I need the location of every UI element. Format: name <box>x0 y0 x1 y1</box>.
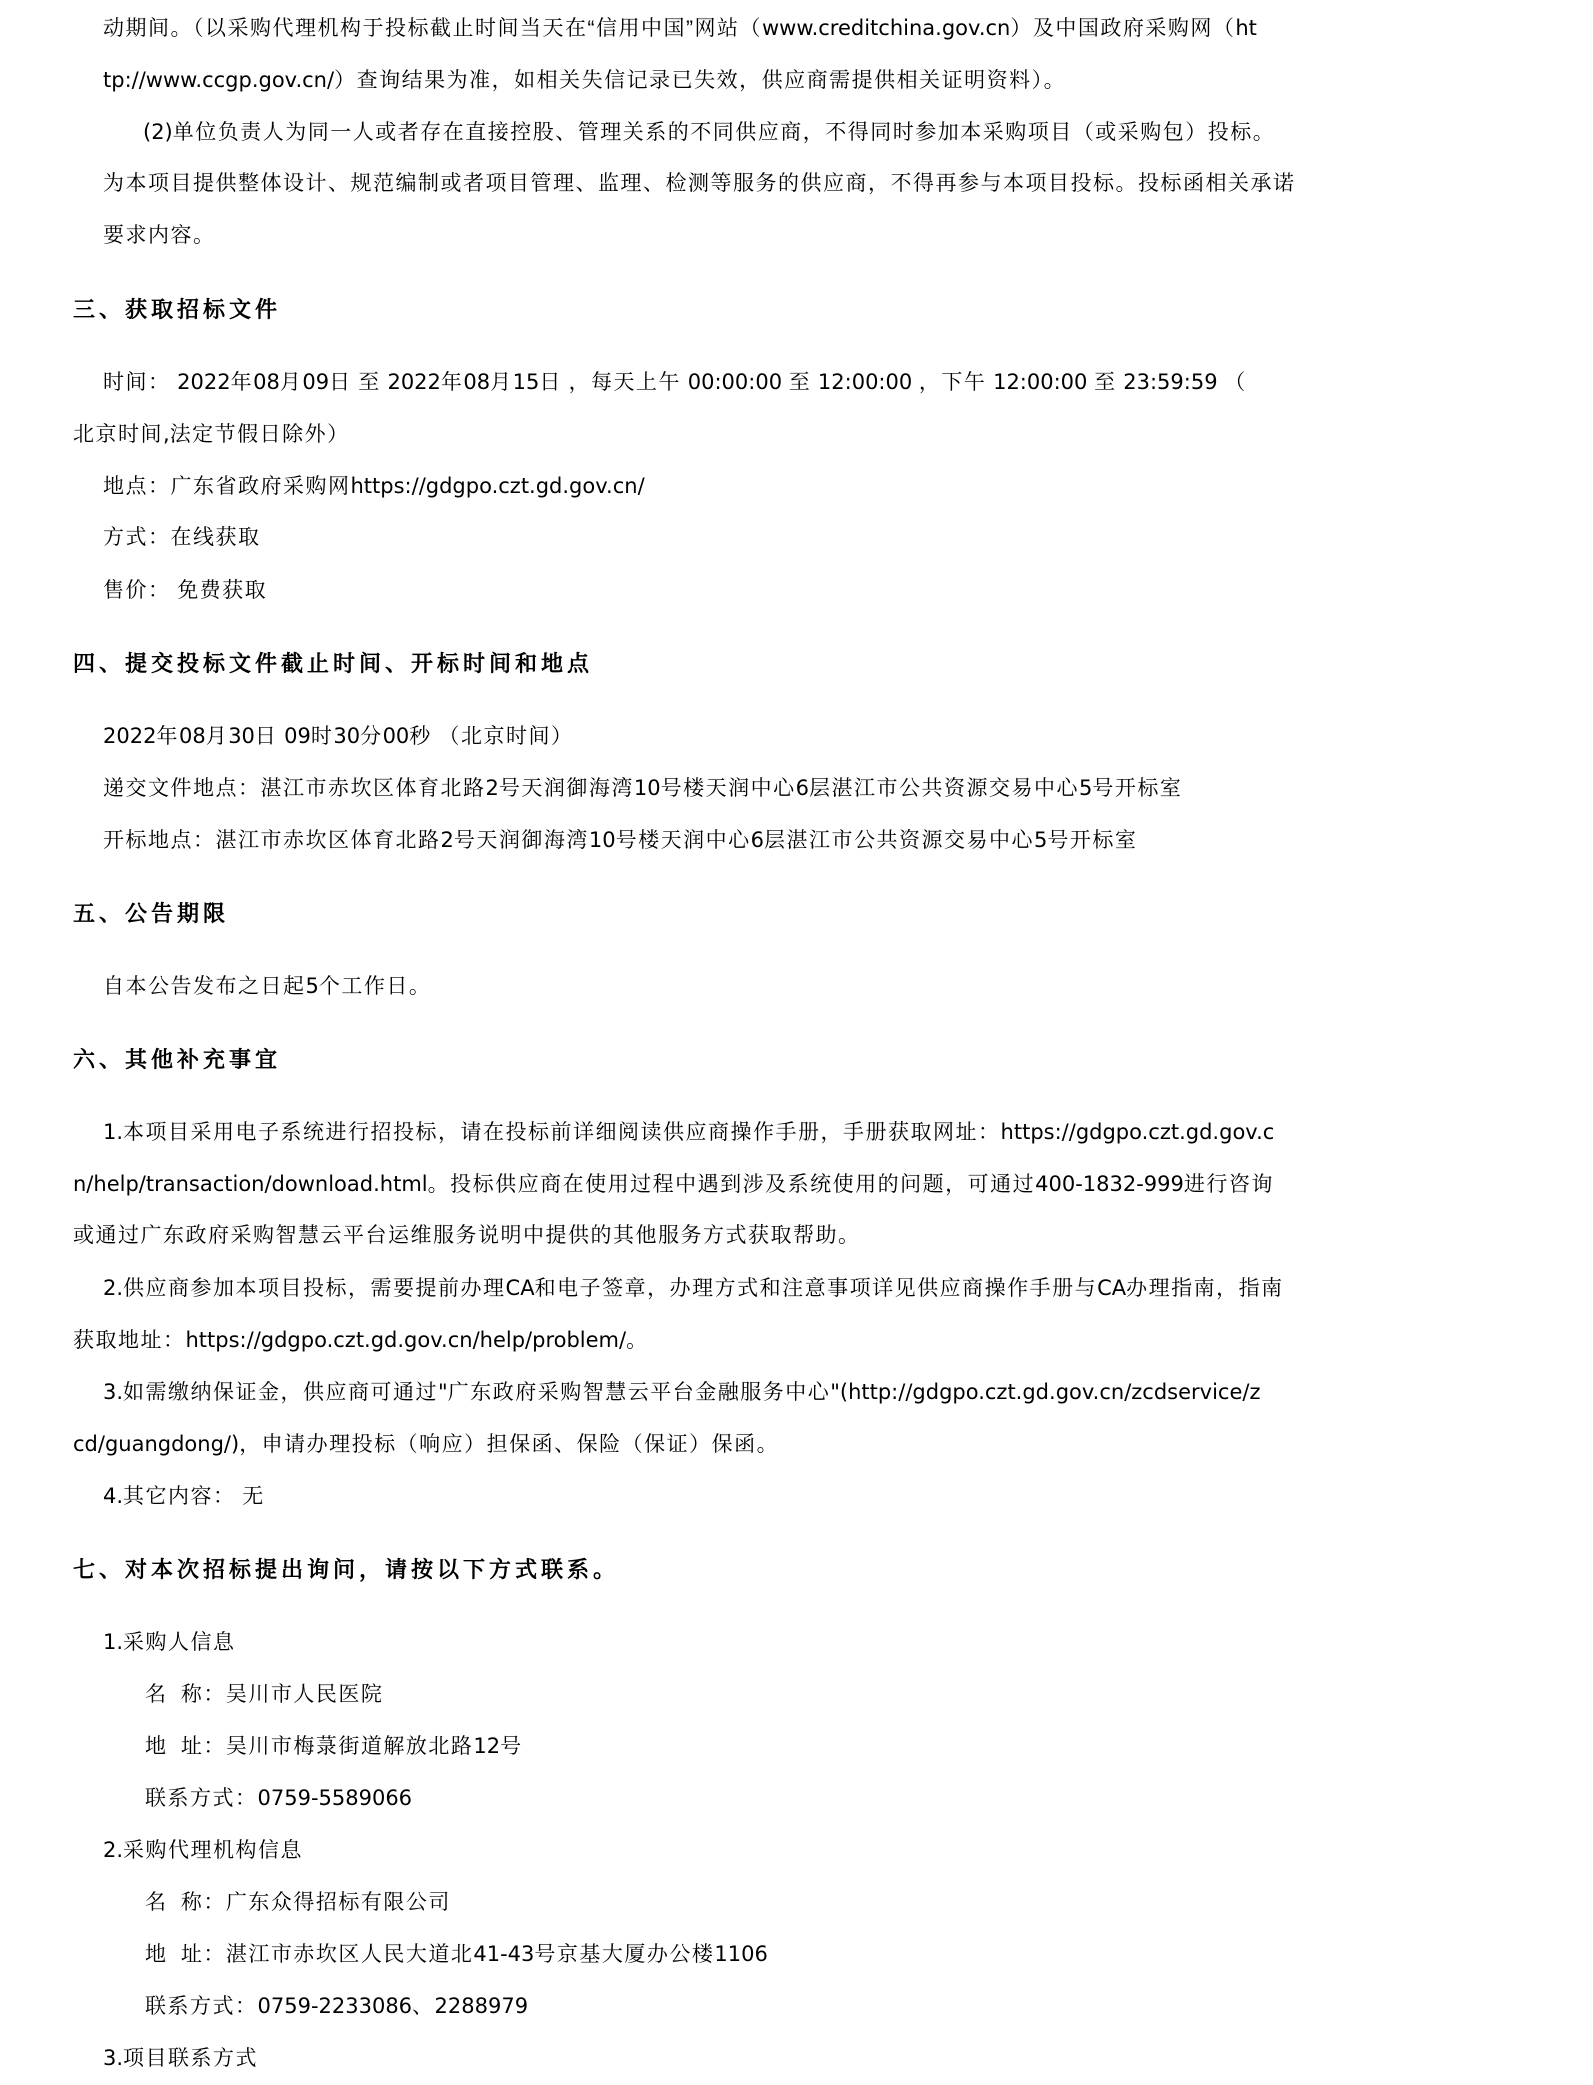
latin-text-run: 00 <box>382 724 410 748</box>
latin-text-run: https://gdgpo.czt.gd.gov.cn/ <box>350 474 645 498</box>
latin-text-run: 0759-5589066 <box>257 1786 413 1810</box>
doc-text-line: 4.其它内容： 无 <box>103 1484 265 1508</box>
doc-text-line: 为本项目提供整体设计、规范编制或者项目管理、监理、检测等服务的供应商，不得再参与本项目投标。投标函相关承诺 <box>103 172 1296 195</box>
latin-text-run: tp://www.ccgp.gov.cn/ <box>103 68 335 92</box>
latin-text-run: 6 <box>795 776 809 800</box>
latin-text-run: CA <box>505 1276 535 1300</box>
latin-text-run: 1. <box>103 1630 124 1654</box>
section-heading: 三、获取招标文件 <box>73 297 282 322</box>
doc-text-line: 获取地址：https://gdgpo.czt.gd.gov.cn/help/problem/。 <box>73 1328 649 1352</box>
latin-text-run <box>168 1942 181 1966</box>
doc-text-line: 3.如需缴纳保证金，供应商可通过"广东政府采购智慧云平台金融服务中心"(http://gdgpo.czt.gd.gov.cn/zcdservice/z <box>103 1380 1261 1404</box>
latin-text-run: 5 <box>305 974 319 998</box>
latin-text-run: 08 <box>253 370 280 394</box>
doc-text-line: 售价： 免费获取 <box>103 579 268 602</box>
doc-text-line: 1.采购人信息 <box>103 1630 236 1654</box>
section-heading: 四、提交投标文件截止时间、开标时间和地点 <box>73 651 594 676</box>
latin-text-run: 4. <box>103 1484 124 1508</box>
latin-text-run: 09 <box>302 370 330 394</box>
doc-text-line: tp://www.ccgp.gov.cn/）查询结果为准，如相关失信记录已失效，供应商需提供相关证明资料）。 <box>103 68 1067 92</box>
latin-text-run: 3. <box>103 2046 124 2070</box>
latin-text-run <box>236 1484 243 1508</box>
doc-text-line: 地 址：湛江市赤坎区人民大道北41-43号京基大厦办公楼1106 <box>145 1942 768 1966</box>
doc-text-line: 名 称：吴川市人民医院 <box>145 1683 384 1706</box>
section-heading: 五、公告期限 <box>73 901 230 926</box>
doc-text-line: 自本公告发布之日起5个工作日。 <box>103 974 432 998</box>
latin-text-run <box>352 370 359 394</box>
section-heading: 六、其他补充事宜 <box>73 1047 282 1072</box>
doc-text-line: cd/guangdong/)，申请办理投标（响应）担保函、保险（保证）保函。 <box>73 1432 780 1456</box>
doc-text-line: 北京时间,法定节假日除外） <box>73 422 350 446</box>
latin-text-run: "(http://gdgpo.czt.gd.gov.cn/zcdservice/z <box>830 1380 1261 1404</box>
latin-text-run: 5 <box>1033 828 1048 852</box>
doc-text-line: 要求内容。 <box>103 224 216 247</box>
latin-text-run: 2288979 <box>434 1994 529 2018</box>
latin-text-run: 2. <box>103 1276 124 1300</box>
doc-text-line: 3.项目联系方式 <box>103 2046 259 2070</box>
latin-text-run <box>168 1890 181 1914</box>
latin-text-run: 08 <box>463 370 491 394</box>
latin-text-run: https://gdgpo.czt.gd.gov.c <box>1000 1120 1275 1144</box>
latin-text-run: 1. <box>103 1120 124 1144</box>
latin-text-run: 41-43 <box>473 1942 535 1966</box>
doc-text-line: 联系方式：0759-5589066 <box>145 1786 413 1810</box>
doc-text-line: 递交文件地点：湛江市赤坎区体育北路2号天润御海湾10号楼天润中心6层湛江市公共资源交易中心5号开标室 <box>103 776 1183 800</box>
latin-text-run: 1106 <box>714 1942 768 1966</box>
latin-text-run: , <box>163 422 170 446</box>
latin-text-run: cd/guangdong/) <box>73 1432 240 1456</box>
latin-text-run: 3. <box>103 1380 124 1404</box>
latin-text-run: 12:00:00 <box>811 370 919 394</box>
doc-text-line: n/help/transaction/download.html。投标供应商在使用过程中遇到涉及系统使用的问题，可通过400-1832-999进行咨询 <box>73 1172 1274 1196</box>
doc-text-line: 方式：在线获取 <box>103 526 261 549</box>
doc-text-line: 或通过广东政府采购智慧云平台运维服务说明中提供的其他服务方式获取帮助。 <box>73 1224 861 1247</box>
latin-text-run <box>562 370 569 394</box>
latin-text-run: 2022 <box>103 724 157 748</box>
latin-text-run: 2 <box>440 828 454 852</box>
latin-text-run: 6 <box>750 828 764 852</box>
latin-text-run: (2) <box>143 120 173 144</box>
latin-text-run: ht <box>1235 16 1257 40</box>
latin-text-run <box>168 1682 181 1706</box>
latin-text-run: " <box>438 1380 448 1404</box>
latin-text-run: 2 <box>485 776 499 800</box>
latin-text-run: 30 <box>228 724 255 748</box>
latin-text-run: 30 <box>333 724 361 748</box>
latin-text-run: 400-1832-999 <box>1035 1172 1184 1196</box>
latin-text-run: CA <box>1097 1276 1127 1300</box>
doc-text-line: 时间： 2022年08月09日 至 2022年08月15日 ，每天上午 00:00:00 至 12:00:00 ，下午 12:00:00 至 23:59:59 （ <box>103 370 1247 394</box>
latin-text-run: 12 <box>473 1734 501 1758</box>
section-heading: 七、对本次招标提出询问，请按以下方式联系。 <box>73 1557 620 1582</box>
latin-text-run <box>432 724 439 748</box>
doc-text-line: 开标地点：湛江市赤坎区体育北路2号天润御海湾10号楼天润中心6层湛江市公共资源交易中心5号开标室 <box>103 828 1138 852</box>
doc-text-line: 2.采购代理机构信息 <box>103 1838 304 1862</box>
latin-text-run: 10 <box>588 828 616 852</box>
latin-text-run: 09 <box>277 724 311 748</box>
latin-text-run: 2022 <box>170 370 231 394</box>
doc-text-line: 地点：广东省政府采购网https://gdgpo.czt.gd.gov.cn/ <box>103 474 645 498</box>
latin-text-run: 15 <box>512 370 540 394</box>
latin-text-run: 08 <box>178 724 206 748</box>
latin-text-run: 12:00:00 <box>986 370 1095 394</box>
doc-text-line: 2.供应商参加本项目投标，需要提前办理CA和电子签章，办理方式和注意事项详见供应商操作手册与CA办理指南，指南 <box>103 1276 1284 1300</box>
latin-text-run: https://gdgpo.czt.gd.gov.cn/help/problem/ <box>185 1328 627 1352</box>
doc-text-line: 动期间。（以采购代理机构于投标截止时间当天在“信用中国”网站（www.creditchina.gov.cn）及中国政府采购网（ht <box>103 16 1257 40</box>
latin-text-run: 0759-2233086 <box>257 1994 413 2018</box>
latin-text-run: www.creditchina.gov.cn <box>761 16 1011 40</box>
latin-text-run: n/help/transaction/download.html <box>73 1172 428 1196</box>
doc-text-line: 名 称：广东众得招标有限公司 <box>145 1891 451 1914</box>
latin-text-run: 2022 <box>380 370 441 394</box>
latin-text-run <box>171 578 178 602</box>
latin-text-run: 2. <box>103 1838 124 1862</box>
latin-text-run: 10 <box>633 776 661 800</box>
doc-text-line: 1.本项目采用电子系统进行招投标，请在投标前详细阅读供应商操作手册，手册获取网址：https://gdgpo.czt.gd.gov.c <box>103 1120 1275 1144</box>
latin-text-run: 23:59:59 <box>1116 370 1225 394</box>
doc-text-line: 2022年08月30日 09时30分00秒 （北京时间） <box>103 724 574 748</box>
latin-text-run <box>168 1734 181 1758</box>
latin-text-run: 5 <box>1078 776 1093 800</box>
doc-text-line: (2)单位负责人为同一人或者存在直接控股、管理关系的不同供应商，不得同时参加本采购项目（或采购包）投标。 <box>143 120 1276 144</box>
doc-text-line: 联系方式：0759-2233086、2288979 <box>145 1994 529 2018</box>
latin-text-run: 00:00:00 <box>681 370 789 394</box>
doc-text-line: 地 址：吴川市梅菉街道解放北路12号 <box>145 1734 523 1758</box>
